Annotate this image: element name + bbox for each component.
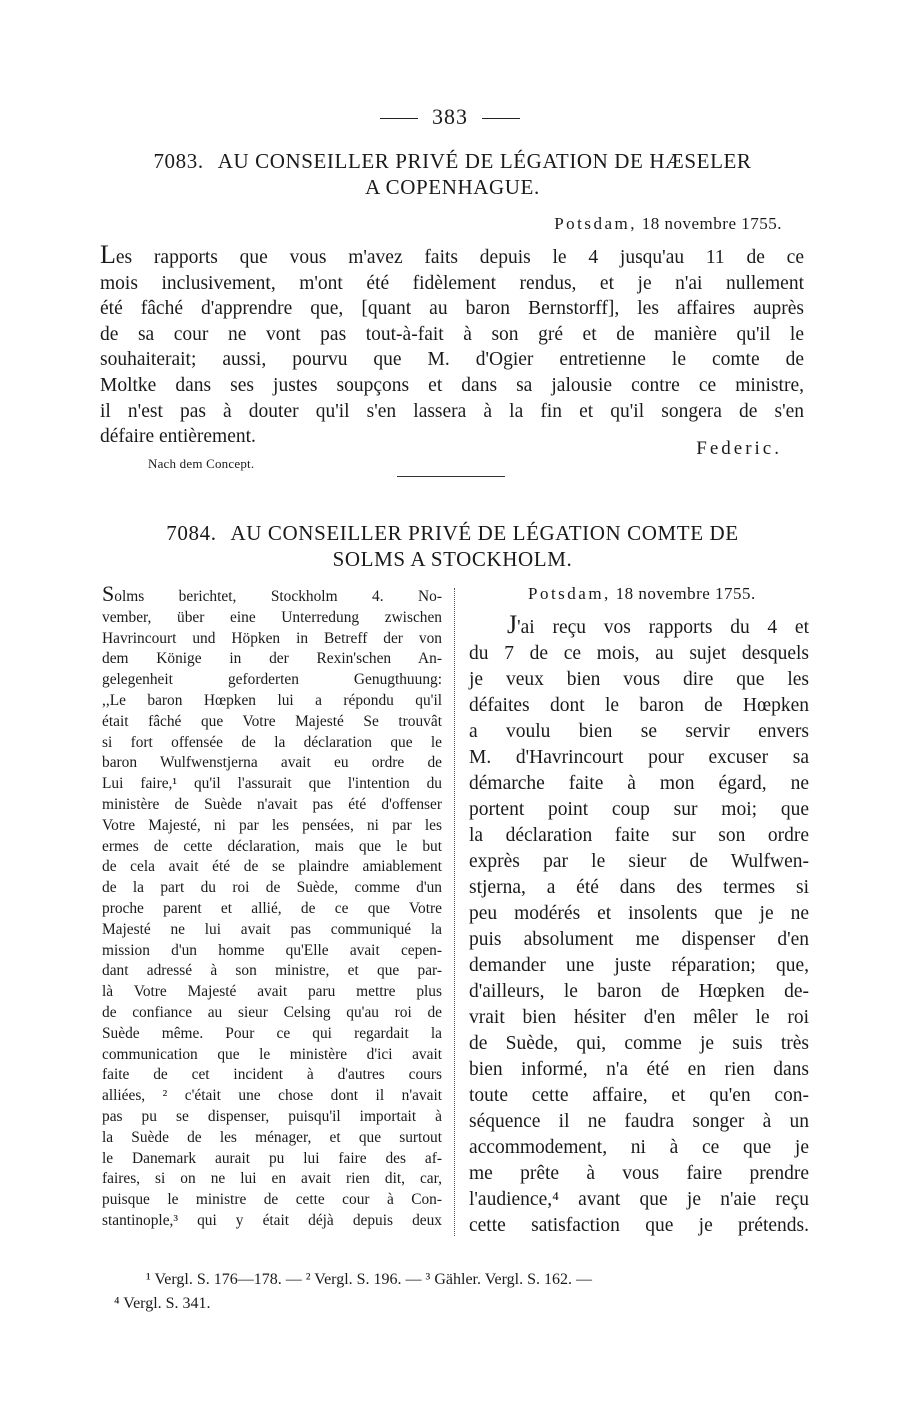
- doc2-dateline-place: Potsdam,: [528, 584, 611, 603]
- doc1-body-line: il n'est pas à douter qu'il s'en lassera à la fin et qu'il songera de s'en: [100, 400, 804, 422]
- left-column-line: Havrincourt und Höpken in Betreff der von: [102, 629, 442, 647]
- doc1-dateline-date: 18 novembre 1755.: [641, 214, 782, 233]
- doc1-body-line: Les rapports que vous m'avez faits depuis le 4 jusqu'au 11 de ce: [100, 240, 804, 269]
- right-column-line: de Suède, qui, comme je suis très: [469, 1033, 809, 1054]
- doc2-heading-line2: SOLMS A STOCKHOLM.: [332, 547, 573, 571]
- doc1-heading-line1: [100, 148, 805, 174]
- doc1-body-line: Moltke dans ses justes soupçons et dans sa jalousie contre ce ministre,: [100, 374, 804, 396]
- left-column-line: puisque le ministre de cette cour à Con-: [102, 1191, 442, 1209]
- left-column-line: mission d'un homme qu'Elle avait cepen-: [102, 941, 442, 959]
- left-column-line: le Danemark aurait pu lui faire des af-: [102, 1149, 442, 1167]
- right-column-line: demander une juste réparation; que,: [469, 955, 809, 976]
- left-column-line: pas pu se dispenser, puisqu'il importait à: [102, 1107, 442, 1125]
- right-first-letter: J: [507, 610, 518, 639]
- right-column-line: bien informé, n'a été en rien dans: [469, 1059, 809, 1080]
- left-column-line: la Suède de les ménager, et que surtout: [102, 1128, 442, 1146]
- right-column-line: portent point coup sur moi; que: [469, 799, 809, 820]
- doc1-body-line: souhaiterait; aussi, pourvu que M. d'Ogier entretienne le comte de: [100, 349, 804, 371]
- doc1-heading-line2: A COPENHAGUE.: [365, 175, 540, 199]
- left-column-line: ministère de Suède n'avait pas été d'offenser: [102, 795, 442, 813]
- left-column-line: dant adressé à son ministre, et que par-: [102, 962, 442, 980]
- doc1-dateline-place: Potsdam,: [554, 214, 638, 233]
- left-column-line: si fort offensée de la déclaration que le: [102, 733, 442, 751]
- doc1-body-line: de sa cour ne vont pas tout-à-fait à son gré et de manière qu'il le: [100, 323, 804, 345]
- right-column-line: l'audience,⁴ avant que je n'aie reçu: [469, 1189, 809, 1210]
- doc2-heading-line1: [100, 520, 805, 546]
- doc2-heading: [100, 520, 805, 572]
- right-column-line: d'ailleurs, le baron de Hœpken de-: [469, 981, 809, 1002]
- footnote-line: ⁴ Vergl. S. 341.: [114, 1295, 211, 1312]
- left-column-line: de la part du roi de Suède, comme d'un: [102, 879, 442, 897]
- doc2-dateline-date: 18 novembre 1755.: [615, 584, 756, 603]
- left-column-line: Votre Majesté, ni par les pensées, ni par les: [102, 816, 442, 834]
- doc1-heading: [100, 148, 805, 200]
- right-column-line: vrait bien hésiter d'en mêler le roi: [469, 1007, 809, 1028]
- column-divider: [454, 588, 455, 1236]
- left-column-line: de confiance au sieur Celsing qu'au roi de: [102, 1003, 442, 1021]
- left-column-line: gelegenheit geforderten Genugthuung:: [102, 671, 442, 689]
- doc2-heading-number: 7084.: [166, 521, 217, 545]
- left-column-line: baron Wulfwenstjerna avait eu ordre de: [102, 754, 442, 772]
- right-column-line: accommodement, ni à ce que je: [469, 1137, 809, 1158]
- left-column-line: faires, si on ne lui en avait rien dit, car,: [102, 1170, 442, 1188]
- doc1-body-line: été fâché d'apprendre que, [quant au baron Bernstorff], les affaires auprès: [100, 298, 804, 320]
- right-column-line: défaites dont le baron de Hœpken: [469, 695, 809, 716]
- doc1-dateline: [554, 214, 782, 234]
- left-column-line: était fâché que Votre Majesté Se trouvât: [102, 712, 442, 730]
- page-number-text: 383: [432, 104, 468, 129]
- right-column-line: séquence il ne faudra songer à un: [469, 1111, 809, 1132]
- section-divider-rule: [397, 476, 505, 477]
- left-column-line: vember, über eine Unterredung zwischen: [102, 608, 442, 626]
- left-column-line: proche parent et allié, de ce que Votre: [102, 899, 442, 917]
- doc1-heading-number: 7083.: [153, 149, 204, 173]
- left-column-line: Suède même. Pour ce qui regardait la: [102, 1024, 442, 1042]
- right-column-line: démarche faite à mon égard, ne: [469, 773, 809, 794]
- doc1-heading-title: AU CONSEILLER PRIVÉ DE LÉGATION DE HÆSELER: [217, 149, 752, 173]
- right-column-line: du 7 de ce mois, au sujet desquels: [469, 643, 809, 664]
- page-number: [0, 104, 900, 130]
- left-column-line: Solms berichtet, Stockholm 4. No-: [102, 581, 442, 606]
- footnotes: [102, 1268, 808, 1316]
- right-dash: [482, 118, 520, 119]
- left-column-line: dem Könige in der Rexin'schen An-: [102, 650, 442, 668]
- right-column-line: je veux bien vous dire que les: [469, 669, 809, 690]
- right-column-line: exprès par le sieur de Wulfwen-: [469, 851, 809, 872]
- right-column-line: M. d'Havrincourt pour excuser sa: [469, 747, 809, 768]
- right-column-line: me prête à vous faire prendre: [469, 1163, 809, 1184]
- left-column-line: là Votre Majesté avait paru mettre plus: [102, 983, 442, 1001]
- left-column-line: alliées, ² c'était une chose dont il n'avait: [102, 1087, 442, 1105]
- doc1-signature: Federic.: [696, 438, 782, 459]
- doc1-first-letter: L: [100, 240, 116, 269]
- doc1-body-line: mois inclusivement, m'ont été fidèlement rendus, et je n'ai nullement: [100, 272, 804, 294]
- doc1-body: [100, 242, 804, 450]
- left-column-line: faite de cet incident à d'autres cours: [102, 1066, 442, 1084]
- right-column-line: puis absolument me dispenser d'en: [469, 929, 809, 950]
- left-column-line: Majesté ne lui avait pas communiqué la: [102, 920, 442, 938]
- left-column-line: de cela avait été de se plaindre amiablement: [102, 858, 442, 876]
- right-column-line: J'ai reçu vos rapports du 4 et: [507, 610, 809, 639]
- left-column-line: communication que le ministère d'ici avait: [102, 1045, 442, 1063]
- left-column-line: ermes de cette déclaration, mais que le but: [102, 837, 442, 855]
- left-column-line: ,,Le baron Hœpken lui a répondu qu'il: [102, 691, 442, 709]
- right-column-line: a voulu bien se servir envers: [469, 721, 809, 742]
- right-column-line: cette satisfaction que je prétends.: [469, 1215, 809, 1236]
- right-column-line: stjerna, a été dans des termes si: [469, 877, 809, 898]
- left-column-line: stantinople,³ qui y était déjà depuis deux: [102, 1211, 442, 1229]
- right-column-line: peu modérés et insolents que je ne: [469, 903, 809, 924]
- doc1-source-note: Nach dem Concept.: [148, 456, 255, 471]
- right-column-line: toute cette affaire, et qu'en con-: [469, 1085, 809, 1106]
- footnote-line: ¹ Vergl. S. 176—178. — ² Vergl. S. 196. — ³ Gähler. Vergl. S. 162. —: [146, 1271, 592, 1288]
- right-column-line: la déclaration faite sur son ordre: [469, 825, 809, 846]
- doc2-left-column: [102, 581, 442, 1232]
- left-dash: [380, 118, 418, 119]
- doc2-dateline: [528, 584, 756, 604]
- doc2-heading-title: AU CONSEILLER PRIVÉ DE LÉGATION COMTE DE: [230, 521, 739, 545]
- doc1-body-line: défaire entièrement.: [100, 426, 256, 448]
- left-first-letter: S: [102, 581, 115, 606]
- doc2-right-column: [469, 612, 809, 1239]
- left-column-line: Lui faire,¹ qu'il l'assurait que l'intention du: [102, 775, 442, 793]
